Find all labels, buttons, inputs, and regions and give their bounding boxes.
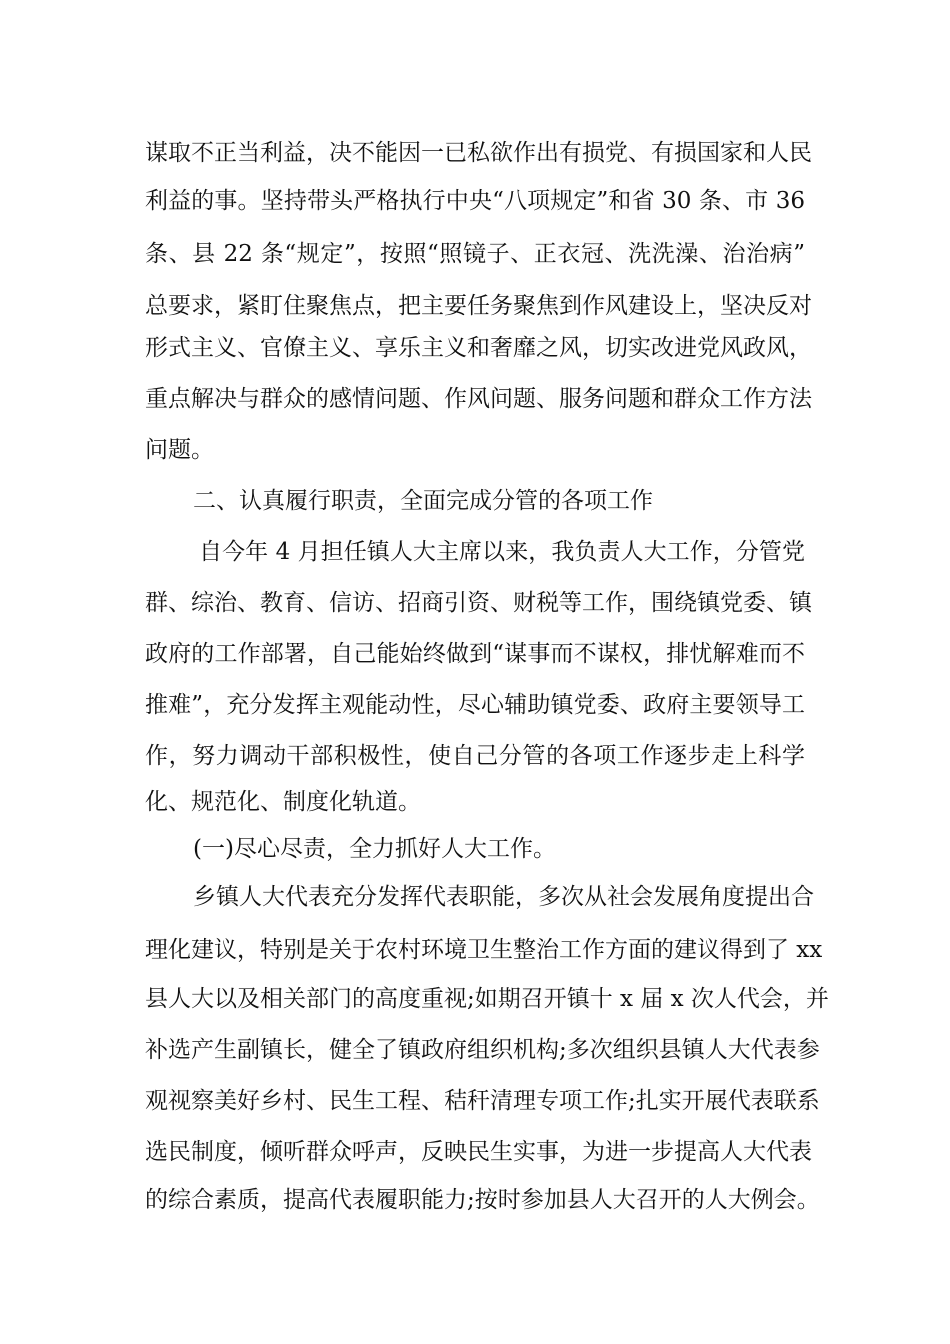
text-line: 县人大以及相关部门的高度重视;如期召开镇十 x 届 x 次人代会，并 xyxy=(145,986,829,1012)
text-line: 条、县 22 条“规定”，按照“照镜子、正衣冠、洗洗澡、治治病” xyxy=(145,241,805,267)
text-line: 观视察美好乡村、民生工程、秸秆清理专项工作;扎实开展代表联系 xyxy=(145,1088,820,1114)
text-line: 政府的工作部署，自己能始终做到“谋事而不谋权，排忧解难而不 xyxy=(145,641,805,667)
text-line: 乡镇人大代表充分发挥代表职能，多次从社会发展角度提出合 xyxy=(193,884,814,910)
text-line: 问题。 xyxy=(145,437,214,463)
text-line: 利益的事。坚持带头严格执行中央“八项规定”和省 30 条、市 36 xyxy=(145,188,805,214)
text-line: 作，努力调动干部积极性，使自己分管的各项工作逐步走上科学 xyxy=(145,743,805,769)
text-line: 补选产生副镇长，健全了镇政府组织机构;多次组织县镇人大代表参 xyxy=(145,1037,820,1063)
text-line: 推难”，充分发挥主观能动性，尽心辅助镇党委、政府主要领导工 xyxy=(145,692,805,718)
text-line: 自今年 4 月担任镇人大主席以来，我负责人大工作，分管党 xyxy=(199,539,805,565)
text-line: 谋取不正当利益，决不能因一已私欲作出有损党、有损国家和人民 xyxy=(145,140,812,166)
text-line: 化、规范化、制度化轨道。 xyxy=(145,789,421,815)
text-line: 重点解决与群众的感情问题、作风问题、服务问题和群众工作方法 xyxy=(145,386,812,412)
text-line: 群、综治、教育、信访、招商引资、财税等工作，围绕镇党委、镇 xyxy=(145,590,812,616)
text-line: 总要求，紧盯住聚焦点，把主要任务聚焦到作风建设上，坚决反对 xyxy=(145,293,812,319)
text-line: 选民制度，倾听群众呼声，反映民生实事，为进一步提高人大代表 xyxy=(145,1139,812,1165)
text-line: 理化建议，特别是关于农村环境卫生整治工作方面的建议得到了 xx xyxy=(145,937,823,963)
subsection-heading: (一)尽心尽责，全力抓好人大工作。 xyxy=(193,836,556,862)
section-heading: 二、认真履行职责，全面完成分管的各项工作 xyxy=(193,488,653,514)
text-line: 形式主义、官僚主义、享乐主义和奢靡之风，切实改进党风政风， xyxy=(145,335,812,361)
text-line: 的综合素质，提高代表履职能力;按时参加县人大召开的人大例会。 xyxy=(145,1187,820,1213)
